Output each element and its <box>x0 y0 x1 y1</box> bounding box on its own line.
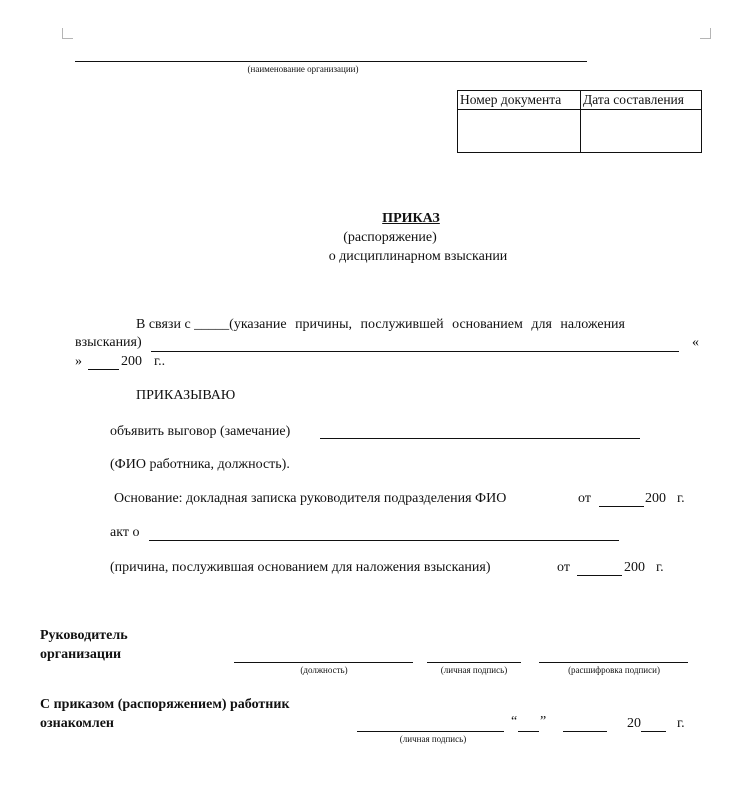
order-title: ПРИКАЗ <box>382 211 440 226</box>
head-signature-caption: (личная подпись) <box>440 665 508 675</box>
order-command: ПРИКАЗЫВАЮ <box>136 388 236 403</box>
basis-from: от <box>578 491 591 506</box>
page-corner-mark-top-right <box>700 28 711 39</box>
decoding-caption: (расшифровка подписи) <box>568 665 660 675</box>
document-date-header: Дата составления <box>581 91 702 110</box>
quote-close: » <box>75 354 82 369</box>
ack-quote-close: ” <box>540 714 547 729</box>
reprimand-fill-line[interactable] <box>320 438 640 439</box>
penalty-year-suffix: г. <box>656 560 664 575</box>
head-title-line2: организации <box>40 647 122 662</box>
basis-label: Основание: докладная записка руководителя подразделения ФИО <box>114 491 507 506</box>
act-fill-line[interactable] <box>149 540 619 541</box>
document-date-cell[interactable] <box>581 110 702 153</box>
position-line[interactable] <box>234 662 413 663</box>
decoding-line[interactable] <box>539 662 688 663</box>
reason-year-suffix: г.. <box>154 354 166 369</box>
page-corner-mark-top-left <box>62 28 73 39</box>
head-title-line1: Руководитель <box>40 628 128 643</box>
basis-year-suffix: г. <box>677 491 685 506</box>
organization-caption: (наименование организации) <box>247 64 359 74</box>
position-caption: (должность) <box>300 665 348 675</box>
basis-year: 200 <box>645 491 666 506</box>
reason-intro: В связи с <box>136 317 191 332</box>
reason-date-blank[interactable] <box>88 369 119 370</box>
document-info-table <box>457 90 702 153</box>
ack-year-blank[interactable] <box>641 731 666 732</box>
organization-name-line[interactable] <box>75 61 587 62</box>
ack-signature-line[interactable] <box>357 731 504 732</box>
reprimand-label: объявить выговор (замечание) <box>110 424 291 439</box>
reason-blank[interactable]: _____ <box>194 317 230 332</box>
reason-year: 200 <box>121 354 142 369</box>
ack-title-line2: ознакомлен <box>40 716 114 731</box>
employee-info: (ФИО работника, должность). <box>110 457 290 472</box>
basis-date-blank[interactable] <box>599 506 644 507</box>
ack-year-suffix: г. <box>677 716 685 731</box>
ack-title-line1: С приказом (распоряжением) работник <box>40 697 290 712</box>
penalty-reason: (причина, послужившая основанием для наложения взыскания) <box>110 560 491 575</box>
document-number-header: Номер документа <box>458 91 581 110</box>
reason-line2-start: взыскания) <box>75 335 142 350</box>
paragraph-reason <box>136 317 700 333</box>
document-number-cell[interactable] <box>458 110 581 153</box>
ack-quote-open: “ <box>511 714 518 729</box>
penalty-from: от <box>557 560 570 575</box>
quote-open: « <box>692 335 699 350</box>
order-subject: о дисциплинарном взыскании <box>328 249 508 264</box>
order-subtitle: (распоряжение) <box>343 230 437 245</box>
head-signature-line[interactable] <box>427 662 521 663</box>
ack-day-blank[interactable] <box>518 731 539 732</box>
act-label: акт о <box>110 525 140 540</box>
penalty-date-blank[interactable] <box>577 575 622 576</box>
reason-fill-line[interactable] <box>151 351 679 352</box>
penalty-year: 200 <box>624 560 645 575</box>
ack-month-blank[interactable] <box>563 731 607 732</box>
ack-signature-caption: (личная подпись) <box>399 734 467 744</box>
ack-year: 20 <box>627 716 641 731</box>
reason-hint: (указание причины, послужившей основанием для наложения <box>229 317 625 332</box>
